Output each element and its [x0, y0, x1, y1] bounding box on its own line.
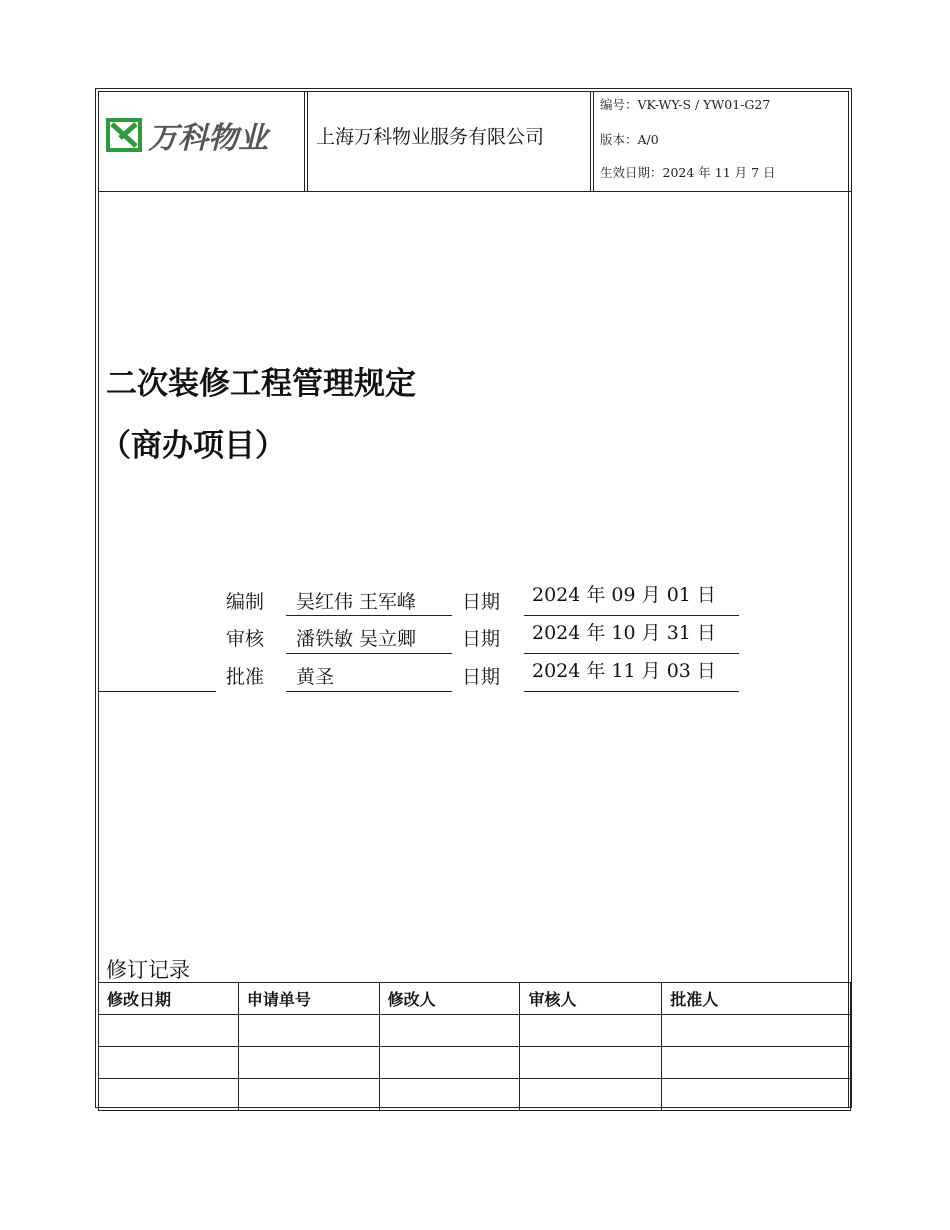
table-cell[interactable] [520, 1015, 662, 1047]
table-cell[interactable] [379, 1047, 520, 1079]
signoff-date-label: 日期 [462, 628, 501, 650]
signoff-underline [98, 691, 216, 692]
col-header: 批准人 [662, 983, 851, 1015]
header-col-divider [307, 91, 308, 191]
header-col-divider [304, 91, 305, 191]
table-cell[interactable] [238, 1079, 379, 1111]
table-cell[interactable] [99, 1047, 239, 1079]
effective-date: 生效日期：2024 年 11 月 7 日 [600, 165, 776, 180]
signoff-names: 吴红伟 王军峰 [296, 591, 417, 613]
signoff-underline [286, 691, 452, 692]
signoff-date: 2024 年 11 月 03 日 [532, 660, 716, 682]
signoff-role: 审核 [226, 628, 265, 650]
signoff-names: 潘铁敏 吴立卿 [296, 628, 417, 650]
signoff-underline [524, 615, 739, 616]
signoff-underline [524, 691, 739, 692]
signoff-underline [286, 615, 452, 616]
table-cell[interactable] [662, 1015, 851, 1047]
signoff-names: 黄圣 [296, 666, 335, 688]
logo-text: 万科物业 [148, 121, 268, 156]
col-header: 审核人 [520, 983, 662, 1015]
table-cell[interactable] [379, 1015, 520, 1047]
col-header: 修改日期 [99, 983, 239, 1015]
vanke-logo [106, 116, 302, 156]
table-cell[interactable] [662, 1079, 851, 1111]
table-cell[interactable] [238, 1047, 379, 1079]
table-cell[interactable] [379, 1079, 520, 1111]
table-row [99, 1047, 851, 1079]
table-cell[interactable] [238, 1015, 379, 1047]
signoff-date-label: 日期 [462, 666, 501, 688]
signoff-underline [286, 653, 452, 654]
table-row [99, 1015, 851, 1047]
table-cell[interactable] [99, 1015, 239, 1047]
table-cell[interactable] [99, 1079, 239, 1111]
table-cell[interactable] [662, 1047, 851, 1079]
company-name: 上海万科物业服务有限公司 [316, 126, 545, 148]
signoff-role: 批准 [226, 666, 265, 688]
signoff-date-label: 日期 [462, 591, 501, 613]
signoff-underline [524, 653, 739, 654]
signoff-date: 2024 年 10 月 31 日 [532, 622, 716, 644]
doc-version: 版本：A/0 [600, 132, 659, 147]
table-cell[interactable] [520, 1079, 662, 1111]
logo-mark-icon [108, 120, 140, 150]
table-row [99, 1079, 851, 1111]
doc-number: 编号：VK-WY-S / YW01-G27 [600, 97, 771, 112]
header-divider [98, 191, 851, 192]
signoff-date: 2024 年 09 月 01 日 [532, 584, 716, 606]
doc-subtitle: （商办项目） [100, 428, 286, 464]
revision-table [98, 982, 851, 1111]
doc-title: 二次装修工程管理规定 [106, 366, 416, 402]
signoff-role: 编制 [226, 591, 265, 613]
header-col-divider [590, 91, 591, 191]
table-header-row [99, 983, 851, 1015]
revision-title: 修订记录 [106, 958, 190, 982]
header-col-divider [593, 91, 594, 191]
col-header: 修改人 [379, 983, 520, 1015]
table-cell[interactable] [520, 1047, 662, 1079]
col-header: 申请单号 [238, 983, 379, 1015]
